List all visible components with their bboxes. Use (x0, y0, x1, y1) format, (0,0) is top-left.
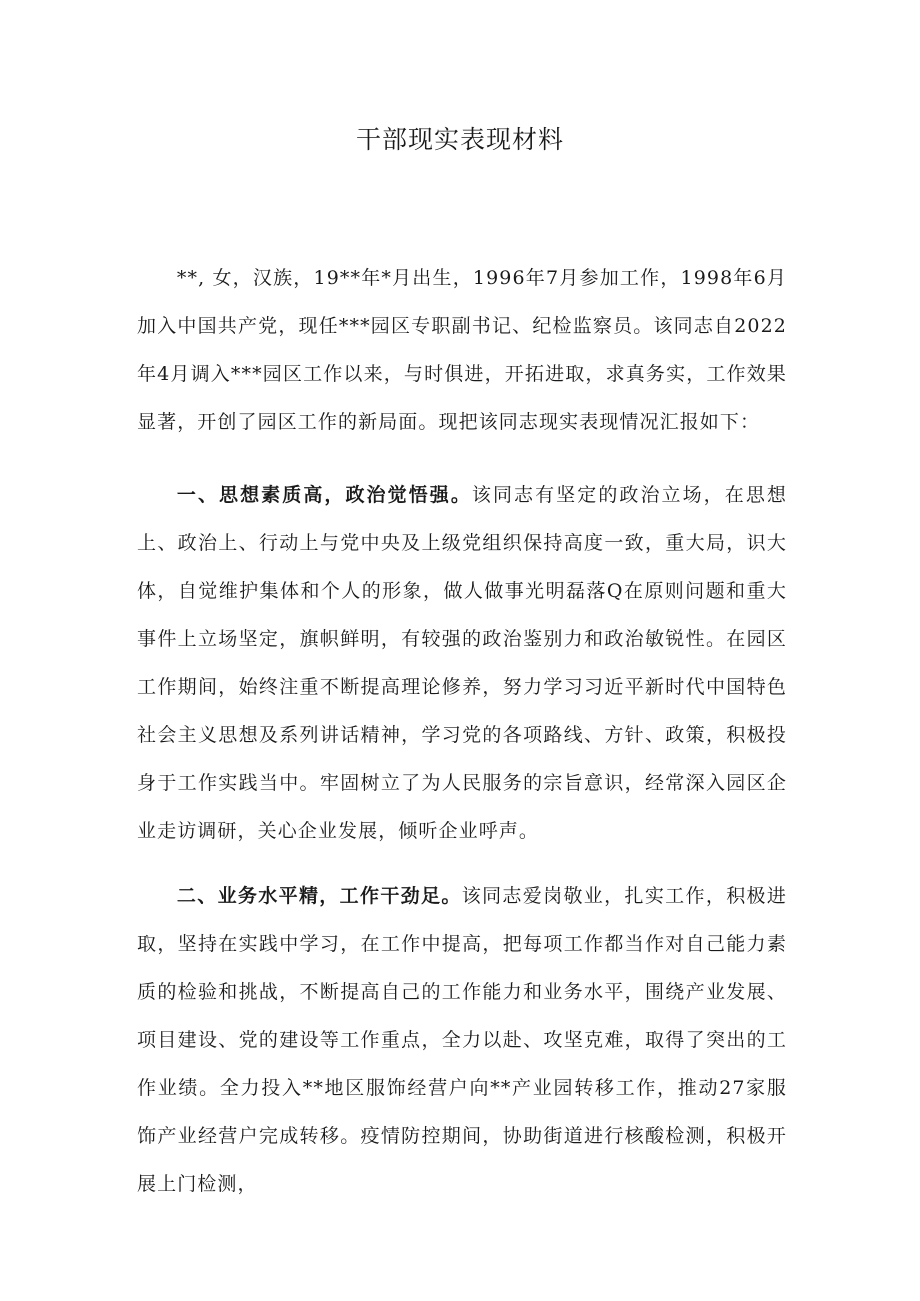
intro-paragraph-text: **, 女，汉族，19**年*月出生，1996年7月参加工作，1998年6月加入中国共产党，现任***园区专职副书记、纪检监察员。该同志自2022年4月调入***园区工作以来，与时俱进，开拓进取，求真务实，工作效果显著，开创了园区工作的新局面。现把该同志现实表现情况汇报如下： (137, 267, 787, 433)
section-2-text: 该同志爱岗敬业，扎实工作，积极进取，坚持在实践中学习，在工作中提高，把每项工作都当作对自己能力素质的检验和挑战，不断提高自己的工作能力和业务水平，围绕产业发展、项目建设、党的建设等工作重点，全力以赴、攻坚克难，取得了突出的工作业绩。全力投入**地区服饰经营户向**产业园转移工作，推动27家服饰产业经营户完成转移。疫情防控期间，协助街道进行核酸检测，积极开展上门检测， (137, 885, 787, 1195)
document-title: 干部现实表现材料 (355, 125, 564, 154)
section-1-heading: 一、思想素质高，政治觉悟强。 (176, 484, 472, 506)
section-1-text: 该同志有坚定的政治立场，在思想上、政治上、行动上与党中央及上级党组织保持高度一致，重大局，识大体，自觉维护集体和个人的形象，做人做事光明磊落Q在原则问题和重大事件上立场坚定，旗帜鲜明，有较强的政治鉴别力和政治敏锐性。在园区工作期间，始终注重不断提高理论修养，努力学习习近平新时代中国特色社会主义思想及系列讲话精神，学习党的各项路线、方针、政策，积极投身于工作实践当中。牢固树立了为人民服务的宗旨意识，经常深入园区企业走访调研，关心企业发展，倾听企业呼声。 (137, 484, 787, 842)
section-2-paragraph (137, 872, 787, 1208)
section-2-heading: 二、业务水平精，工作干劲足。 (176, 885, 462, 907)
section-1-paragraph (137, 471, 787, 855)
intro-paragraph (137, 254, 787, 446)
